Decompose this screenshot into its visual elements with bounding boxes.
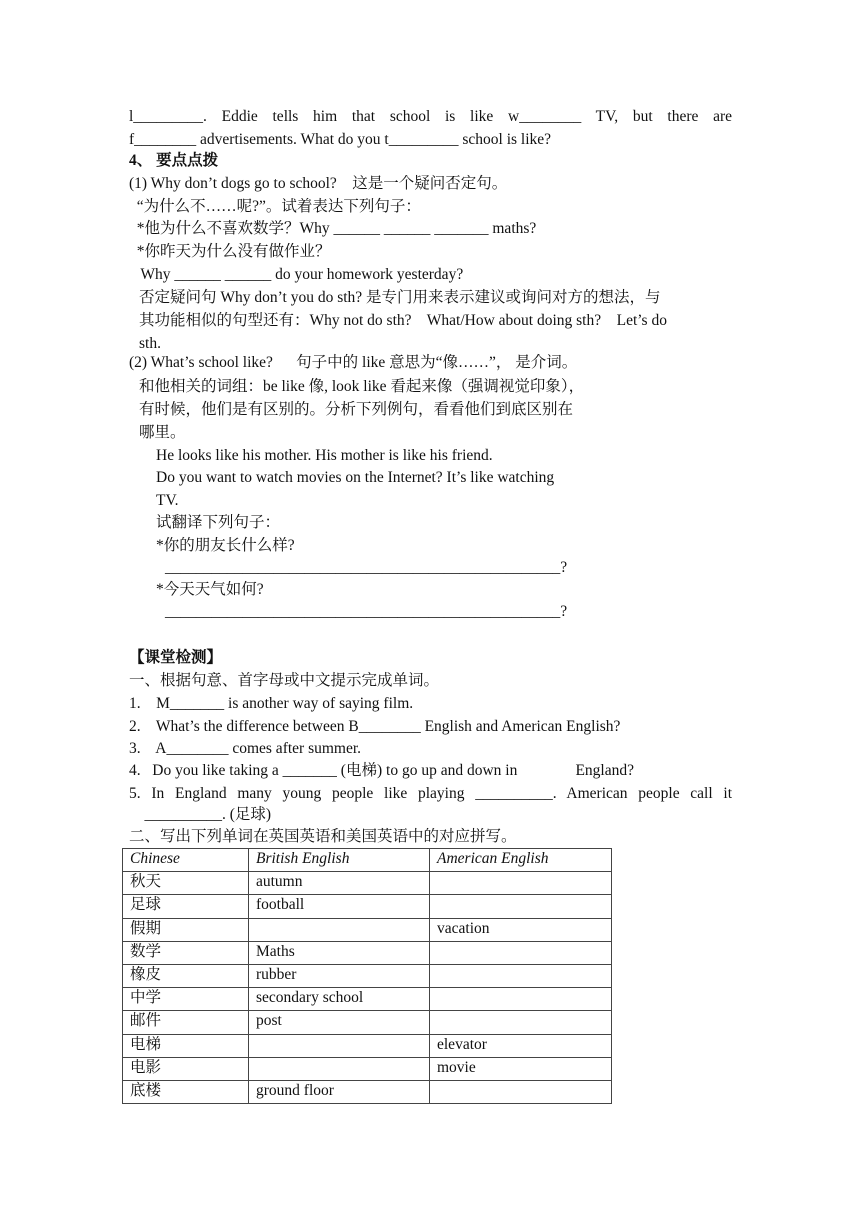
cell-american: [430, 988, 612, 1011]
header-chinese: Chinese: [123, 849, 249, 872]
cell-british: ground floor: [249, 1080, 430, 1103]
point-1-instruction: “为什么不……呢?”。试着表达下列句子：: [129, 198, 421, 215]
question-2: 2. What’s the difference between B________ English and American English?: [129, 718, 621, 735]
top-line-1: l_________. Eddie tells him that school is like w________ TV, but there are: [129, 108, 732, 125]
cell-british: secondary school: [249, 988, 430, 1011]
answer-line-1: ___________________________________________________?: [165, 559, 568, 576]
spelling-table: [122, 848, 612, 1104]
question-5-cont: __________. (足球): [129, 806, 272, 823]
cell-american: [430, 872, 612, 895]
cell-chinese: 中学: [123, 988, 249, 1011]
point-1-title: (1) Why don’t dogs go to school? 这是一个疑问否定句。: [129, 175, 508, 192]
cell-british: rubber: [249, 964, 430, 987]
translate-q2: *今天天气如何?: [156, 581, 264, 598]
cell-chinese: 橡皮: [123, 964, 249, 987]
translate-q1: *你的朋友长什么样?: [156, 537, 295, 554]
cell-american: [430, 964, 612, 987]
table-row: [123, 895, 612, 918]
cell-american: movie: [430, 1057, 612, 1080]
point-2-line-1: 和他相关的词组：be like 像, look like 看起来像（强调视觉印象），: [139, 378, 585, 395]
cell-chinese: 邮件: [123, 1011, 249, 1034]
answer-line-2: ___________________________________________________?: [165, 603, 568, 620]
part-2-title: 二、写出下列单词在英国英语和美国英语中的对应拼写。: [129, 828, 517, 845]
cell-chinese: 足球: [123, 895, 249, 918]
example-1: He looks like his mother. His mother is like his friend.: [156, 447, 493, 464]
question-1: 1. M_______ is another way of saying film.: [129, 695, 414, 712]
table-row: [123, 918, 612, 941]
cell-chinese: 数学: [123, 941, 249, 964]
table-header-row: [123, 849, 612, 872]
exercise-homework-cn: *你昨天为什么没有做作业？: [129, 243, 331, 260]
cell-american: [430, 941, 612, 964]
table-row: [123, 1080, 612, 1103]
question-5: 5. In England many young people like playing __________. American people call it: [129, 785, 732, 802]
table-row: [123, 872, 612, 895]
cell-american: [430, 1011, 612, 1034]
point-2-line-2: 有时候，他们是有区别的。分析下列例句，看看他们到底区别在: [139, 401, 574, 418]
cell-american: [430, 1080, 612, 1103]
cell-chinese: 电影: [123, 1057, 249, 1080]
table-row: [123, 1034, 612, 1057]
cell-british: post: [249, 1011, 430, 1034]
cell-chinese: 秋天: [123, 872, 249, 895]
cell-american: elevator: [430, 1034, 612, 1057]
table-row: [123, 1057, 612, 1080]
cell-chinese: 底楼: [123, 1080, 249, 1103]
point-2-title: (2) What’s school like? 句子中的 like 意思为“像……”， 是介词。: [129, 354, 578, 371]
class-check-heading: 【课堂检测】: [129, 649, 223, 666]
cell-american: [430, 895, 612, 918]
note-line-2: 其功能相似的句型还有：Why not do sth? What/How about doing sth? Let’s do: [139, 312, 667, 329]
cell-chinese: 电梯: [123, 1034, 249, 1057]
cell-british: football: [249, 895, 430, 918]
section-4-heading: 4、 要点点拨: [129, 152, 219, 169]
exercise-homework-en: Why ______ ______ do your homework yesterday?: [129, 266, 464, 283]
note-line-1: 否定疑问句 Why don’t you do sth? 是专门用来表示建议或询问对方的想法，与: [139, 289, 661, 306]
table-row: [123, 1011, 612, 1034]
exercise-maths: *他为什么不喜欢数学？Why ______ ______ _______ maths?: [129, 220, 537, 237]
example-2-cont: TV.: [156, 492, 179, 509]
translate-instruction: 试翻译下列句子：: [156, 514, 281, 531]
cell-chinese: 假期: [123, 918, 249, 941]
header-british: British English: [249, 849, 430, 872]
point-2-line-3: 哪里。: [139, 424, 186, 441]
cell-american: vacation: [430, 918, 612, 941]
header-american: American English: [430, 849, 612, 872]
example-2: Do you want to watch movies on the Internet? It’s like watching: [156, 469, 555, 486]
top-line-2: f________ advertisements. What do you t_________ school is like?: [129, 131, 552, 148]
cell-british: Maths: [249, 941, 430, 964]
table-row: [123, 988, 612, 1011]
table-row: [123, 964, 612, 987]
cell-british: [249, 1057, 430, 1080]
part-1-title: 一、根据句意、首字母或中文提示完成单词。: [129, 672, 440, 689]
note-line-3: sth.: [139, 335, 161, 352]
table-row: [123, 941, 612, 964]
question-4: 4. Do you like taking a _______ (电梯) to go up and down in England?: [129, 762, 634, 779]
cell-british: [249, 918, 430, 941]
question-3: 3. A________ comes after summer.: [129, 740, 362, 757]
cell-british: autumn: [249, 872, 430, 895]
cell-british: [249, 1034, 430, 1057]
